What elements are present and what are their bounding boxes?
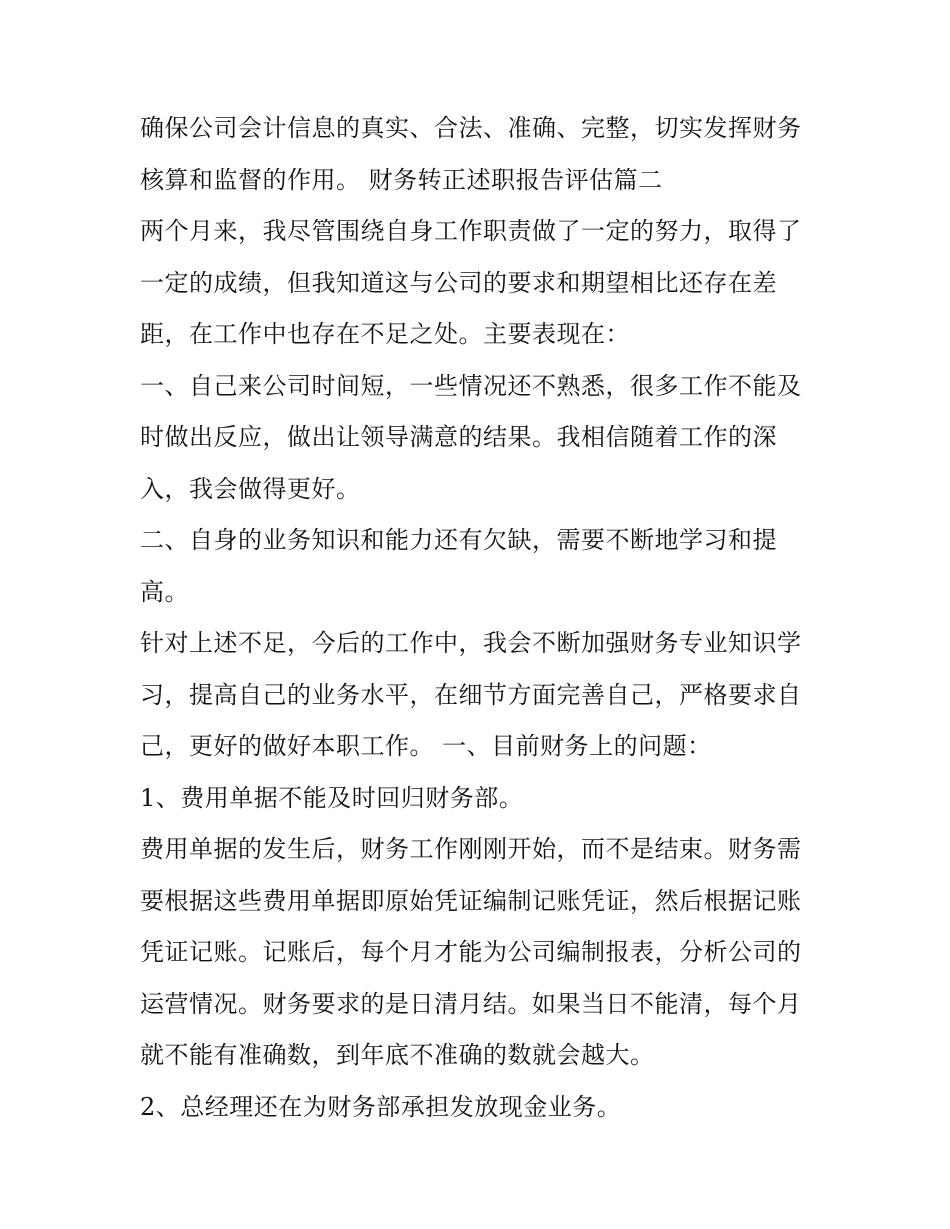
text-line: 要根据这些费用单据即原始凭证编制记账凭证，然后根据记账: [140, 886, 802, 915]
text-line: 习，提高自己的业务水平，在细节方面完善自己，严格要求自: [140, 680, 802, 709]
text-line: 费用单据的发生后，财务工作刚刚开始，而不是结束。财务需: [140, 835, 802, 863]
text-line: 针对上述不足，今后的工作中，我会不断加强财务专业知识学: [140, 629, 802, 657]
text-line: 入，我会做得更好。: [140, 474, 361, 503]
document-body: [140, 103, 820, 1133]
text-line: 运营情况。财务要求的是日清月结。如果当日不能清，每个月: [140, 989, 802, 1018]
text-line: 1、费用单据不能及时回归财务部。: [140, 783, 524, 812]
text-line: 距，在工作中也存在不足之处。主要表现在：: [140, 320, 630, 348]
text-line: 两个月来，我尽管围绕自身工作职责做了一定的努力，取得了: [140, 217, 802, 245]
text-line: 二、自身的业务知识和能力还有欠缺，需要不断地学习和提: [140, 526, 777, 554]
text-line: 一、自己来公司时间短，一些情况还不熟悉，很多工作不能及: [140, 371, 802, 400]
text-line: 就不能有准确数，到年底不准确的数就会越大。: [140, 1041, 655, 1069]
text-line: 高。: [140, 577, 189, 606]
text-line: 时做出反应，做出让领导满意的结果。我相信随着工作的深: [140, 423, 777, 451]
text-line: 确保公司会计信息的真实、合法、准确、完整，切实发挥财务: [140, 114, 802, 142]
text-line: 2、总经理还在为财务部承担发放现金业务。: [140, 1092, 622, 1121]
text-line: 核算和监督的作用。 财务转正述职报告评估篇二: [140, 165, 663, 194]
text-line: 凭证记账。记账后，每个月才能为公司编制报表，分析公司的: [140, 938, 802, 966]
text-line: 一定的成绩，但我知道这与公司的要求和期望相比还存在差: [140, 268, 777, 297]
text-line: 己，更好的做好本职工作。 一、目前财务上的问题：: [140, 732, 712, 760]
